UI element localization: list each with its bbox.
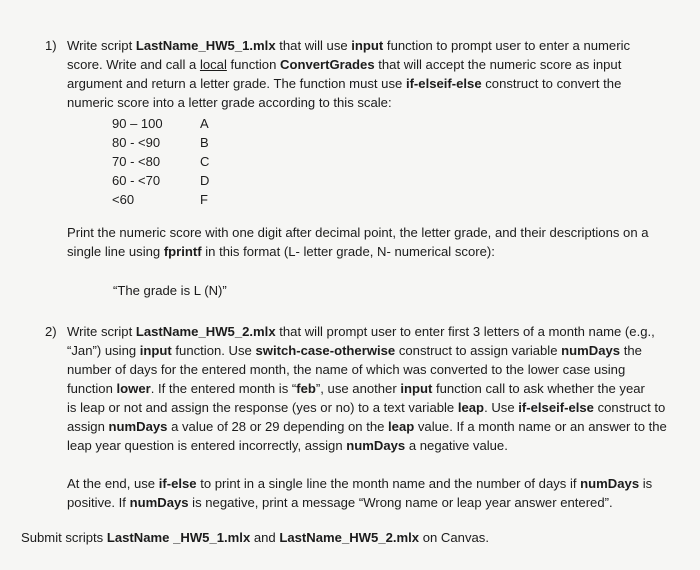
submit-instruction: Submit scripts LastName _HW5_1.mlx and LastName_HW5_2.mlx on Canvas.	[21, 530, 489, 545]
grade-row: 90 – 100 A	[112, 116, 209, 131]
q1-print-line-1: Print the numeric score with one digit after decimal point, the letter grade, and their descriptions on a	[67, 225, 649, 240]
q1-format-string: “The grade is L (N)”	[113, 283, 227, 298]
q1-line-2: score. Write and call a local function ConvertGrades that will accept the numeric score as input	[67, 57, 622, 72]
q1-print-line-2: single line using fprintf in this format (L- letter grade, N- numerical score):	[67, 244, 495, 259]
q2-line-6: assign numDays a value of 28 or 29 depending on the leap value. If a month name or an answer to the	[67, 419, 667, 434]
q1-line-3: argument and return a letter grade. The function must use if-elseif-else construct to convert the	[67, 76, 622, 91]
grade-row: <60 F	[112, 192, 208, 207]
q2-line-3: number of days for the entered month, the name of which was converted to the lower case using	[67, 362, 626, 377]
q1-line-4: numeric score into a letter grade according to this scale:	[67, 95, 392, 110]
q1-line-1: Write script LastName_HW5_1.mlx that will use input function to prompt user to enter a numeric	[67, 38, 631, 53]
q2-line-1: Write script LastName_HW5_2.mlx that will prompt user to enter first 3 letters of a month name (e.g.,	[67, 324, 655, 339]
q2-number: 2)	[45, 324, 57, 339]
grade-row: 80 - <90 B	[112, 135, 209, 150]
q2-end-line-1: At the end, use if-else to print in a single line the month name and the number of days if numDays is	[67, 476, 653, 491]
grade-row: 60 - <70 D	[112, 173, 210, 188]
q2-line-5: is leap or not and assign the response (yes or no) to a text variable leap. Use if-elseif-else construct to	[67, 400, 666, 415]
q2-line-2: “Jan”) using input function. Use switch-case-otherwise construct to assign variable numDays the	[67, 343, 642, 358]
grade-row: 70 - <80 C	[112, 154, 210, 169]
q1-number: 1)	[45, 38, 57, 53]
q2-line-4: function lower. If the entered month is “feb”, use another input function call to ask whether the year	[67, 381, 645, 396]
q2-end-line-2: positive. If numDays is negative, print a message “Wrong name or leap year answer entered”.	[67, 495, 613, 510]
q2-line-7: leap year question is entered incorrectly, assign numDays a negative value.	[67, 438, 508, 453]
grade-scale-table	[108, 114, 218, 209]
